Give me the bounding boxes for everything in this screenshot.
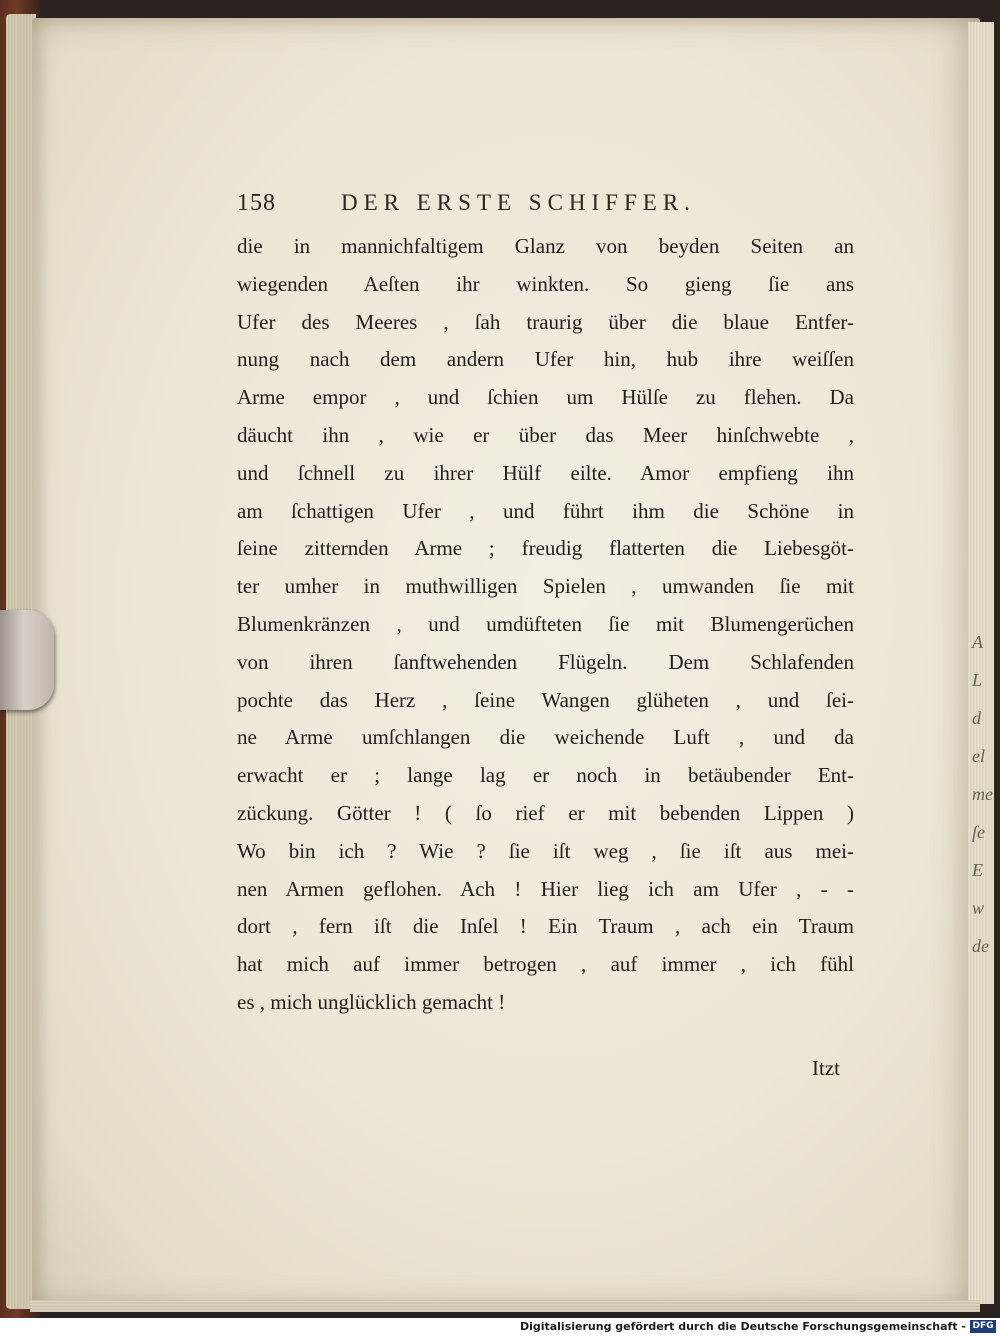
text-line: die in mannichfaltigem Glanz von beyden Seiten an xyxy=(237,234,854,258)
page-number: 158 xyxy=(237,190,276,216)
running-title: DER ERSTE SCHIFFER. xyxy=(341,190,696,215)
text-line: Ufer des Meeres , ſah traurig über die blaue Entfer- xyxy=(237,309,854,334)
adjacent-page-fragment: A xyxy=(972,632,983,652)
page-stack-right xyxy=(968,22,994,1304)
page-clip xyxy=(0,610,54,710)
adjacent-page-fragment: d xyxy=(972,708,981,728)
text-line: dort , fern iſt die Inſel ! Ein Traum , ach ein Traum xyxy=(237,914,854,939)
text-line: Arme empor , und ſchien um Hülſe zu flehen. Da xyxy=(237,385,854,410)
text-line: ter umher in muthwilligen Spielen , umwanden ſie mit xyxy=(237,574,854,599)
text-line: Wo bin ich ? Wie ? ſie iſt weg , ſie iſt aus mei- xyxy=(237,838,854,863)
adjacent-page-fragment: ſe xyxy=(972,822,985,842)
text-line: pochte das Herz , ſeine Wangen glüheten , und ſei- xyxy=(237,687,854,712)
text-line: und ſchnell zu ihrer Hülf eilte. Amor empfieng ihn xyxy=(237,460,854,485)
page-stack-bottom xyxy=(30,1300,980,1312)
adjacent-page-fragment: me xyxy=(972,784,993,804)
adjacent-page-fragment: el xyxy=(972,746,985,766)
running-header xyxy=(237,190,797,222)
dfg-logo-icon: DFG xyxy=(970,1320,996,1333)
adjacent-page-fragment: de xyxy=(972,936,989,956)
text-line: am ſchattigen Ufer , und führt ihm die Schöne in xyxy=(237,498,854,523)
text-line: erwacht er ; lange lag er noch in betäubender Ent- xyxy=(237,763,854,788)
text-line: von ihren ſanftwehenden Flügeln. Dem Schlafenden xyxy=(237,649,854,674)
funding-credit: Digitalisierung gefördert durch die Deutsche Forschungsgemeinschaft - xyxy=(519,1320,966,1333)
text-line: wiegenden Aeſten ihr winkten. So gieng ſie ans xyxy=(237,271,854,296)
text-line: nen Armen geflohen. Ach ! Hier lieg ich am Ufer , - - xyxy=(237,876,854,901)
text-line: ne Arme umſchlangen die weichende Luft , und da xyxy=(237,725,854,750)
text-line: es , mich unglücklich gemacht ! xyxy=(237,989,506,1014)
text-line: ſeine zitternden Arme ; freudig flatterten die Liebesgöt- xyxy=(237,536,854,561)
text-line: hat mich auf immer betrogen , auf immer , ich fühl xyxy=(237,952,854,977)
body-text xyxy=(237,228,854,1022)
adjacent-page-fragment: w xyxy=(972,898,985,918)
adjacent-page-fragment: E xyxy=(972,860,983,880)
text-line: nung nach dem andern Ufer hin, hub ihre weiſſen xyxy=(237,347,854,372)
catchword: Itzt xyxy=(812,1056,840,1080)
text-line: däucht ihn , wie er über das Meer hinſchwebte , xyxy=(237,422,854,447)
adjacent-page-fragment: L xyxy=(972,670,983,690)
text-line: zückung. Götter ! ( ſo rief er mit bebenden Lippen ) xyxy=(237,800,854,825)
text-line: Blumenkränzen , und umdüfteten ſie mit Blumengerüchen xyxy=(237,611,854,636)
